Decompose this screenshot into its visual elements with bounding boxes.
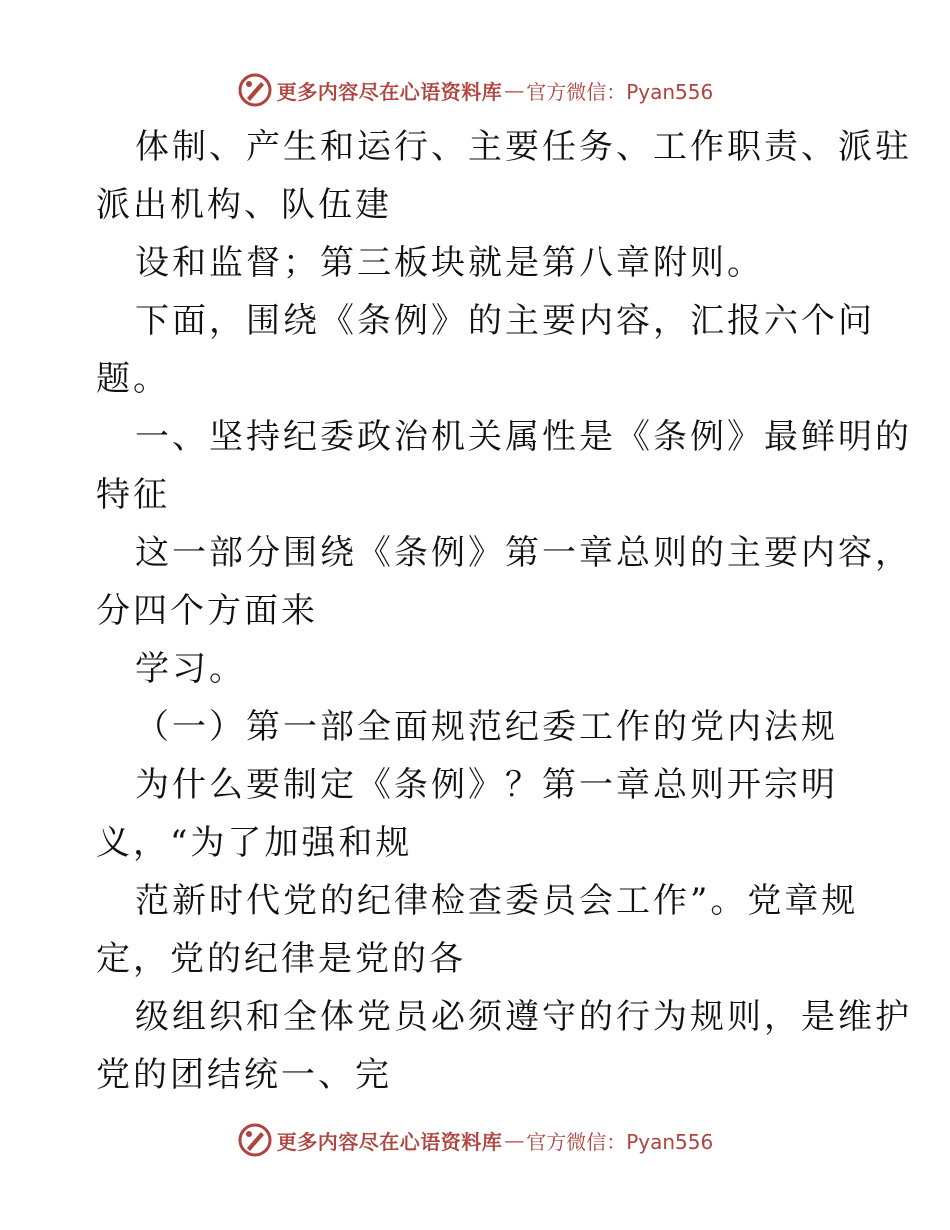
- paragraph-line: 学习。: [135, 649, 246, 689]
- paragraph-line: 为什么要制定《条例》？第一章总则开宗明: [135, 765, 838, 805]
- brand-logo-icon: [237, 1122, 273, 1158]
- subsection-heading: （一）第一部全面规范纪委工作的党内法规: [135, 707, 838, 747]
- brand-logo-icon: [237, 72, 273, 108]
- paragraph-line: 这一部分围绕《条例》第一章总则的主要内容，: [135, 533, 912, 573]
- banner-wechat-text: 官方微信：Pyan556: [526, 79, 714, 104]
- banner-dash: —: [504, 1128, 525, 1152]
- banner-brand-text: 更多内容尽在心语资料库: [276, 1129, 503, 1154]
- paragraph-line: 下面，围绕《条例》的主要内容，汇报六个问: [135, 301, 875, 341]
- paragraph-line: 题。: [96, 359, 170, 399]
- section-heading: 特征: [96, 475, 170, 515]
- paragraph-line: 党的团结统一、完: [96, 1055, 392, 1095]
- banner-wechat-text: 官方微信：Pyan556: [526, 1129, 714, 1154]
- banner-dash: —: [504, 78, 525, 102]
- paragraph-line: 级组织和全体党员必须遵守的行为规则，是维护: [135, 997, 912, 1037]
- paragraph-line: 体制、产生和运行、主要任务、工作职责、派驻: [135, 127, 912, 167]
- paragraph-line: 定，党的纪律是党的各: [96, 939, 466, 979]
- banner-brand-text: 更多内容尽在心语资料库: [276, 79, 503, 104]
- paragraph-line: 设和监督；第三板块就是第八章附则。: [135, 243, 764, 283]
- paragraph-line: 分四个方面来: [96, 591, 318, 631]
- footer-watermark-banner: [0, 1120, 950, 1160]
- header-watermark-banner: [0, 70, 950, 110]
- section-heading: 一、坚持纪委政治机关属性是《条例》最鲜明的: [135, 417, 912, 457]
- paragraph-line: 范新时代党的纪律检查委员会工作”。党章规: [135, 881, 859, 921]
- paragraph-line: 义，“为了加强和规: [96, 823, 413, 863]
- paragraph-line: 派出机构、队伍建: [96, 185, 392, 225]
